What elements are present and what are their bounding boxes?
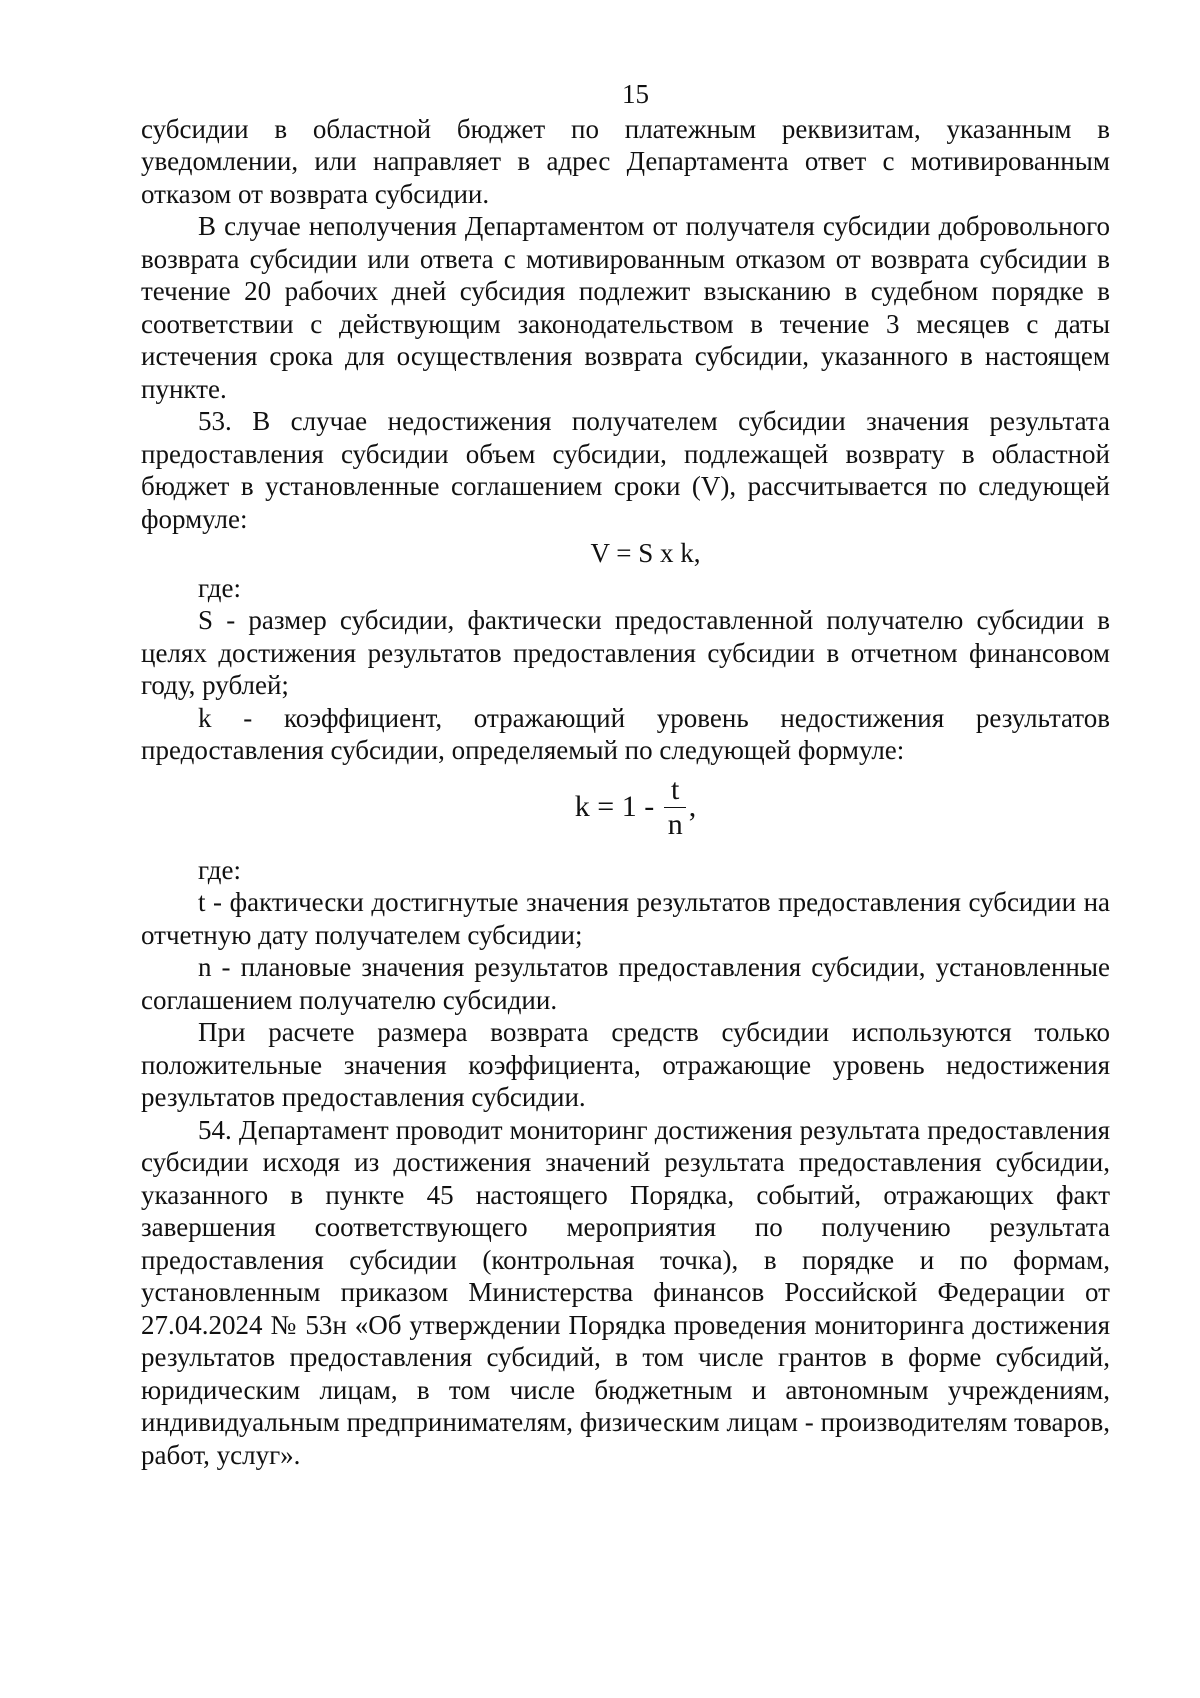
formula-k-lhs: k = 1 - xyxy=(574,789,662,823)
formula-v: V = S x k, xyxy=(590,538,701,568)
definition-s: S - размер субсидии, фактически предоставленной получателю субсидии в целях достижения результатов предоставления субсидии в отчетном финансовом году, рублей; xyxy=(141,605,1110,700)
paragraph-calculation-note: При расчете размера возврата средств субсидии используются только положительные значения коэффициента, отражающие уровень недостижения результатов предоставления субсидии. xyxy=(141,1017,1110,1112)
fraction-numerator: t xyxy=(671,772,680,806)
definition-n: n - плановые значения результатов предоставления субсидии, установленные соглашением получателю субсидии. xyxy=(141,952,1110,1015)
definition-k: k - коэффициент, отражающий уровень недостижения результатов предоставления субсидии, определяемый по следующей формуле: xyxy=(141,702,1110,765)
definition-t: t - фактически достигнутые значения результатов предоставления субсидии на отчетную дату получателем субсидии; xyxy=(141,887,1110,950)
paragraph-subsidy-return: субсидии в областной бюджет по платежным реквизитам, указанным в уведомлении, или направляет в адрес Департамента ответ с мотивированным отказом от возврата субсидии. xyxy=(141,113,1110,209)
paragraph-53: 53. В случае недостижения получателем субсидии значения результата предоставления субсидии объем субсидии, подлежащей возврату в областной бюджет в установленные соглашением сроки (V), рассчитывается по следующей формуле: xyxy=(141,406,1110,534)
where-label-1: где: xyxy=(198,572,241,603)
fraction-denominator: n xyxy=(667,807,683,841)
where-label-2: где: xyxy=(198,854,241,885)
document-page xyxy=(141,78,1110,1471)
formula-k-tail: , xyxy=(688,789,697,823)
page-number: 15 xyxy=(622,79,649,109)
formula-k xyxy=(141,773,1110,842)
paragraph-54: 54. Департамент проводит мониторинг достижения результата предоставления субсидии исходя из достижения значений результата предоставления субсидии, указанного в пункте 45 настоящего Порядка, событий, отражающих факт завершения соответствующего мероприятия по получению результата предоставления субсидии (контрольная точка), в порядке и по формам, установленным приказом Министерства финансов Российской Федерации от 27.04.2024 № 53н «Об утверждении Порядка проведения мониторинга достижения результатов предоставления субсидий, в том числе грантов в форме субсидий, юридическим лицам, в том числе бюджетным и автономным учреждениям, индивидуальным предпринимателям, физическим лицам - производителям товаров, работ, услуг». xyxy=(141,1114,1110,1470)
paragraph-court-recovery: В случае неполучения Департаментом от получателя субсидии добровольного возврата субсидии или ответа с мотивированным отказом от возврата субсидии в течение 20 рабочих дней субсидия подлежит взысканию в судебном порядке в соответствии с действующим законодательством в течение 3 месяцев с даты истечения срока для осуществления возврата субсидии, указанного в настоящем пункте. xyxy=(141,211,1110,404)
formula-k-fraction xyxy=(664,773,687,842)
